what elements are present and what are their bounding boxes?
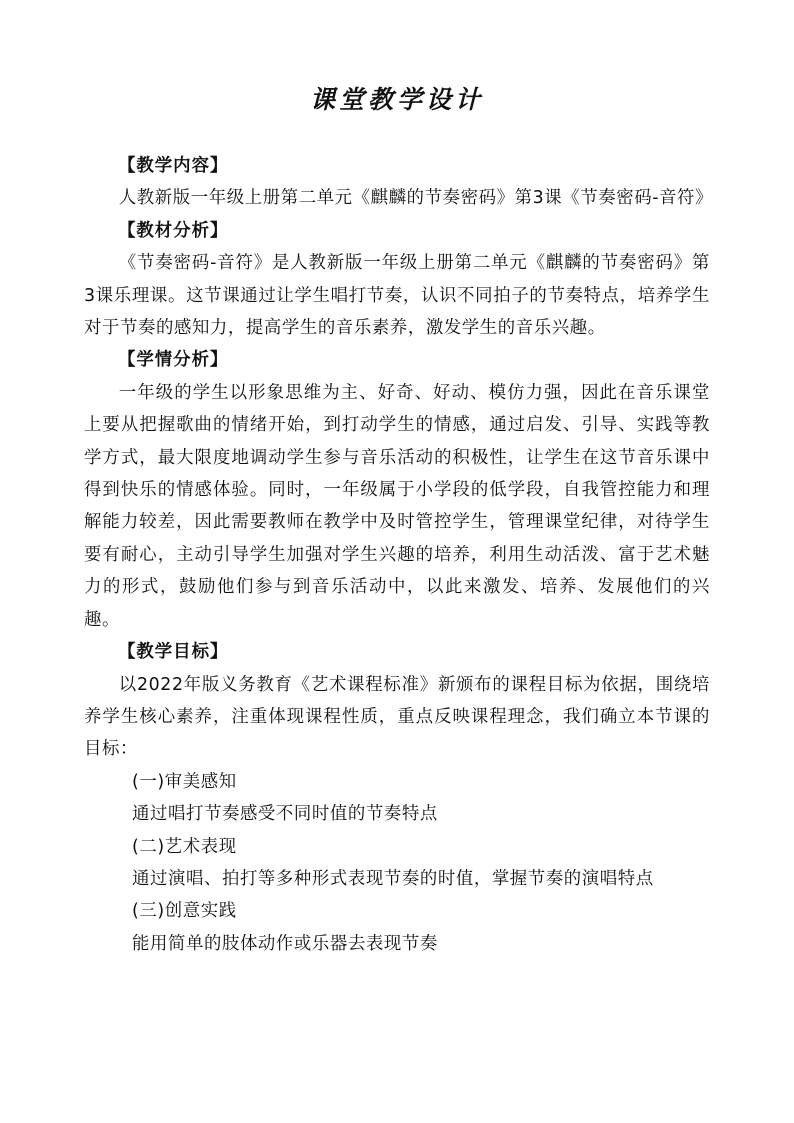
section-heading-teaching-content: 【教学内容】 [118,156,229,176]
section-heading-student-analysis: 【学情分析】 [118,350,229,371]
goal-label-aesthetic: (一)审美感知 [132,771,237,792]
section-heading-textbook-analysis: 【教材分析】 [118,220,229,241]
paragraph-teaching-content: 人教新版一年级上册第二单元《麒麟的节奏密码》第3课《节奏密码-音符》 [118,188,714,209]
document-title: 课堂教学设计 [309,85,484,114]
goal-label-art-expression: (二)艺术表现 [132,836,237,857]
goal-text-creative-practice: 能用简单的肢体动作或乐器去表现节奏 [132,933,438,954]
section-heading-teaching-goals: 【教学目标】 [118,642,229,663]
paragraph-student-analysis: 一年级的学生以形象思维为主、好奇、好动、模仿力强，因此在音乐课堂上要从把握歌曲的情绪开始，到打动学生的情感，通过启发、引导、实践等教学方式，最大限度地调动学生参与音乐活动的积极性，让学生在这节音乐课中得到快乐的情感体验。同时，一年级属于小学段的低学段，自我管控能力和理解能力较差，因此需要教师在教学中及时管控学生，管理课堂纪律，对待学生要有耐心，主动引导学生加强对学生兴趣的培养，利用生动活泼、富于艺术魅力的形式，鼓励他们参与到音乐活动中，以此来激发、培养、发展他们的兴趣。 [84,382,710,630]
goal-text-aesthetic: 通过唱打节奏感受不同时值的节奏特点 [132,804,438,825]
goal-label-creative-practice: (三)创意实践 [132,901,237,922]
document-body [84,150,714,960]
paragraph-textbook-analysis: 《节奏密码-音符》是人教新版一年级上册第二单元《麒麟的节奏密码》第3课乐理课。这节课通过让学生唱打节奏，认识不同拍子的节奏特点，培养学生对于节奏的感知力，提高学生的音乐素养，激发学生的音乐兴趣。 [84,253,710,339]
paragraph-teaching-goals: 以2022年版义务教育《艺术课程标准》新颁布的课程目标为依据，围绕培养学生核心素养，注重体现课程性质，重点反映课程理念，我们确立本节课的目标： [84,674,710,760]
goal-text-art-expression: 通过演唱、拍打等多种形式表现节奏的时值，掌握节奏的演唱特点 [132,868,654,889]
